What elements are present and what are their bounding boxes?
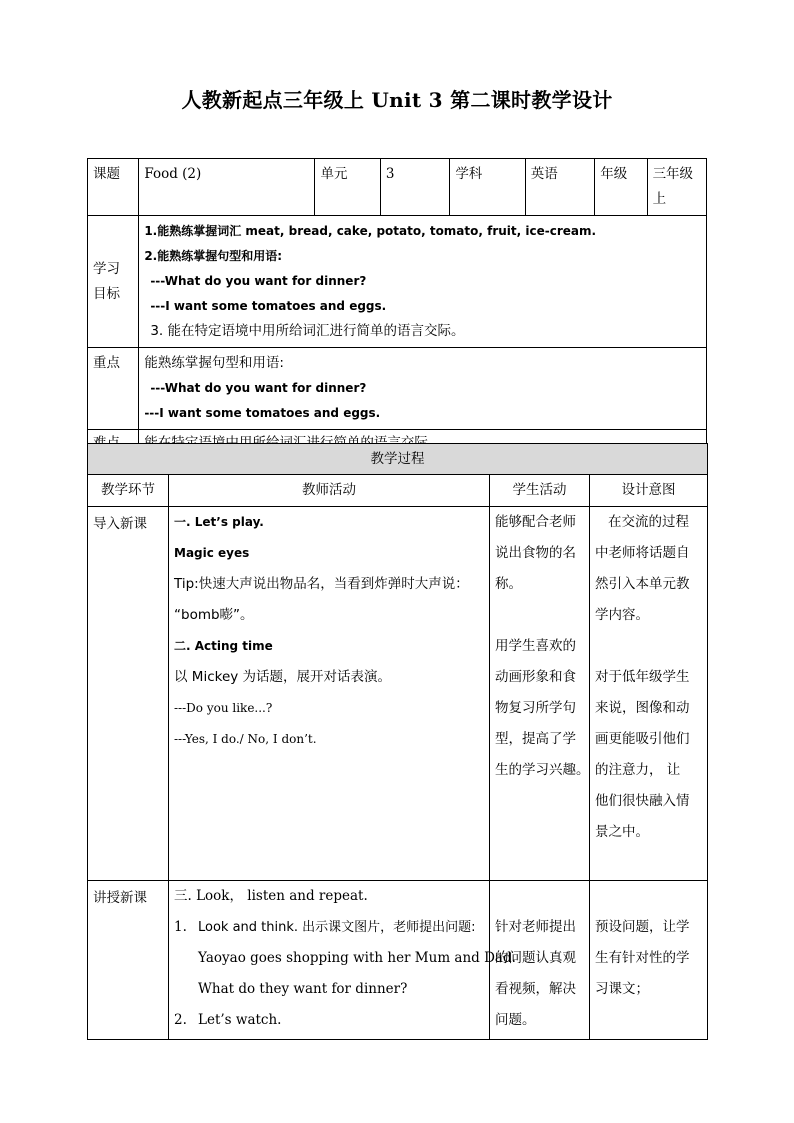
- stage1-intent-line-10: 他们很快融入情: [595, 793, 690, 809]
- stage1-teacher-line-8: ---Yes, I do./ No, I don’t.: [174, 732, 317, 746]
- stage1-student-line-3: 称。: [495, 576, 522, 592]
- stage1-teacher-line-4: “bomb嘭”。: [174, 607, 254, 623]
- stage1-student-line-2: 说出食物的名: [495, 545, 576, 561]
- subject-value: 英语: [525, 159, 594, 216]
- stage2-name: 讲授新课: [88, 881, 169, 1040]
- topic-label: 课题: [88, 159, 139, 216]
- key-points-content: [139, 348, 707, 430]
- subject-label: 学科: [450, 159, 525, 216]
- stage2-item-1-number: 1.: [174, 919, 187, 935]
- stage2-item-2: [174, 1005, 484, 1036]
- document-title: 人教新起点三年级上 Unit 3 第二课时教学设计: [181, 88, 613, 112]
- stage2-intent-line-3: 习课文；: [595, 981, 649, 997]
- stage1-student-spacer: [495, 600, 584, 631]
- stage1-teacher: [169, 507, 490, 881]
- stage1-student-line-7: 物复习所学句: [495, 700, 576, 716]
- topic-value: Food (2): [139, 159, 315, 216]
- objective-line-5: 3. 能在特定语境中用所给词汇进行简单的语言交际。: [150, 323, 465, 339]
- stage2-intent-line-2: 生有针对性的学: [595, 950, 690, 966]
- header-stage: 教学环节: [88, 475, 169, 507]
- stage2-item-2-number: 2.: [174, 1012, 187, 1028]
- key-point-line-3: ---I want some tomatoes and eggs.: [144, 406, 381, 420]
- stage1-intent-line-6: 对于低年级学生: [595, 669, 690, 685]
- stage2-teacher-intro: 三. Look， listen and repeat.: [174, 888, 368, 904]
- stage1-student-line-8: 型，提高了学: [495, 731, 576, 747]
- stage2-item-1-question-1: Yaoyao goes shopping with her Mum and Dad.: [198, 950, 516, 966]
- header-design-intent: 设计意图: [590, 475, 708, 507]
- stage1-teacher-line-2: Magic eyes: [174, 546, 250, 560]
- unit-label: 单元: [315, 159, 380, 216]
- header-teacher-activity: 教师活动: [169, 475, 490, 507]
- objectives-content: [139, 216, 707, 348]
- key-point-line-2: ---What do you want for dinner?: [150, 381, 367, 395]
- key-points-label: 重点: [88, 348, 139, 430]
- lesson-info-table: [87, 158, 707, 457]
- stage1-intent-spacer: [595, 631, 702, 662]
- stage1-student-line-9: 生的学习兴趣。: [495, 762, 590, 778]
- stage1-student: [490, 507, 590, 881]
- grade-value: 三年级上: [647, 159, 706, 216]
- objective-line-2: 2.能熟练掌握句型和用语:: [144, 249, 283, 263]
- stage2-intent-spacer: [595, 881, 702, 912]
- stage1-teacher-line-6: 以 Mickey 为话题，展开对话表演。: [174, 669, 392, 685]
- stage2-student-spacer: [495, 881, 584, 912]
- stage2-student-line-1: 针对老师提出: [495, 919, 576, 935]
- stage2-item-1-text: Look and think. 出示课文图片，老师提出问题:: [198, 920, 476, 935]
- stage2-student: [490, 881, 590, 1040]
- stage1-intent-line-4: 学内容。: [595, 607, 649, 623]
- stage1-teacher-line-7: ---Do you like...?: [174, 701, 273, 715]
- stage2-intent-line-1: 预设问题，让学: [595, 919, 690, 935]
- stage1-intent-line-7: 来说，图像和动: [595, 700, 690, 716]
- unit-value: 3: [380, 159, 449, 216]
- objective-line-3: ---What do you want for dinner?: [150, 274, 367, 288]
- stage1-student-line-1: 能够配合老师: [495, 514, 576, 530]
- stage1-intent-line-9: 的注意力， 让: [595, 762, 681, 778]
- stage2-item-1-question-2: What do they want for dinner?: [198, 981, 408, 997]
- objective-line-4: ---I want some tomatoes and eggs.: [150, 299, 387, 313]
- header-student-activity: 学生活动: [490, 475, 590, 507]
- stage1-intent-line-2: 中老师将话题自: [595, 545, 690, 561]
- grade-label: 年级: [595, 159, 647, 216]
- objectives-label-line2: 目标: [93, 285, 120, 302]
- objectives-label-line1: 学习: [93, 260, 120, 277]
- stage2-teacher: [169, 881, 516, 1040]
- stage1-student-line-5: 用学生喜欢的: [495, 638, 576, 654]
- key-point-line-1: 能熟练掌握句型和用语:: [144, 355, 284, 371]
- stage1-teacher-line-5: 二. Acting time: [174, 639, 273, 653]
- stage2-item-1: [174, 912, 484, 943]
- stage1-student-line-6: 动画形象和食: [495, 669, 576, 685]
- stage2-intent: [590, 881, 708, 1040]
- stage2-item-2-text: Let’s watch.: [198, 1012, 282, 1028]
- process-title: 教学过程: [88, 444, 708, 475]
- objectives-label: [88, 216, 139, 348]
- stage1-teacher-line-3: Tip:快速大声说出物品名，当看到炸弹时大声说：: [174, 576, 469, 592]
- stage2-student-line-2: 的问题认真观: [495, 950, 576, 966]
- stage1-intent: [590, 507, 708, 881]
- stage1-intent-line-3: 然引入本单元教: [595, 576, 690, 592]
- stage1-intent-line-1: 在交流的过程: [608, 514, 689, 530]
- stage2-student-line-3: 看视频，解决: [495, 981, 576, 997]
- stage1-intent-line-11: 景之中。: [595, 824, 649, 840]
- stage1-teacher-line-1: 一. Let’s play.: [174, 515, 264, 529]
- process-table: [87, 443, 708, 1040]
- stage1-name: 导入新课: [88, 507, 169, 881]
- objective-line-1: 1.能熟练掌握词汇 meat, bread, cake, potato, tomato, fruit, ice-cream.: [144, 224, 597, 238]
- stage1-intent-line-8: 画更能吸引他们: [595, 731, 690, 747]
- stage2-student-line-4: 问题。: [495, 1012, 536, 1028]
